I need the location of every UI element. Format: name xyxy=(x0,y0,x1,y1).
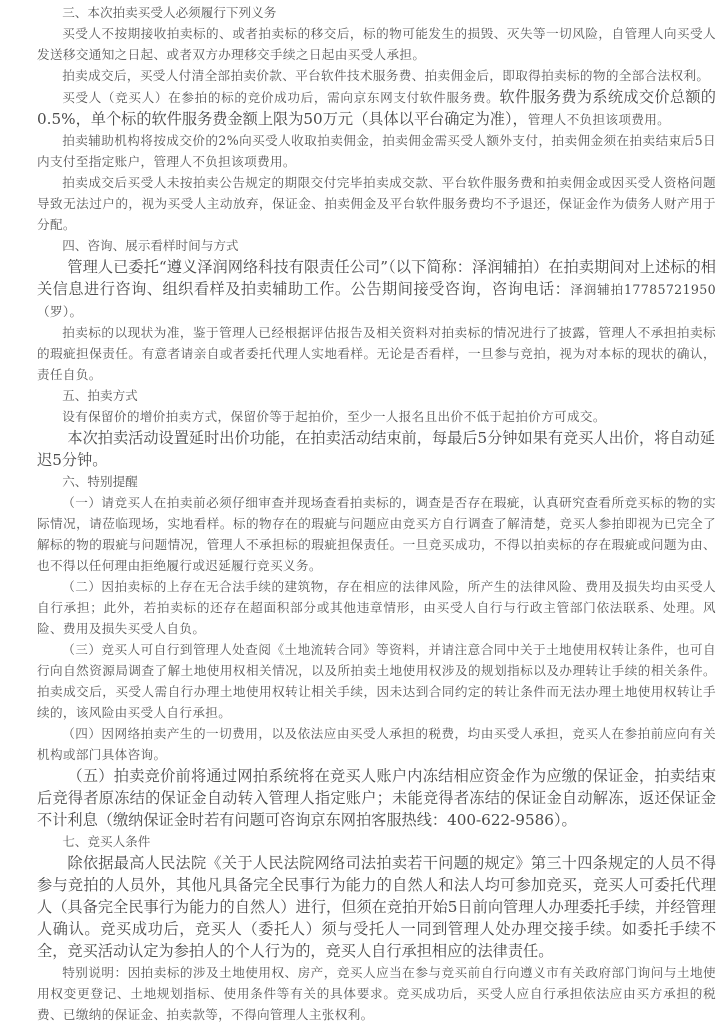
section-heading-bidder-conditions: 七、竞买人条件 xyxy=(62,834,151,849)
paragraph-rights-acquisition: 拍卖成交后，买受人付清全部拍卖价款、平台软件技术服务费、拍卖佣金后，即取得拍卖标的物的全部合法权利。 xyxy=(62,68,710,83)
reminder-item-4: （四）因网络拍卖产生的一切费用，以及依法应由买受人承担的税费，均由买受人承担，竞买人在参拍前应向有关机构或部门具体咨询。 xyxy=(37,726,716,762)
consultation-phone: 泽润辅拍17785721950（罗）。 xyxy=(37,282,716,319)
consultation-entrust: 管理人已委托“遵义泽润网络科技有限责任公司”（以下简称：泽润辅拍）在拍卖期间对上述标的相关信息进行咨询、组织看样及拍卖辅助工作。公告期间接受咨询，咨询电话： xyxy=(37,258,716,298)
paragraph-time-extension: 本次拍卖活动设置延时出价功能，在拍卖活动结束前，每最后5分钟如果有竞买人出价，将自动延迟5分钟。 xyxy=(37,429,715,469)
software-fee-terms: 软件服务费为系统成交价总额的0.5%，单个标的软件服务费金额上限为50万元（具体以平台确定为准）， xyxy=(37,88,716,128)
paragraph-special-note: 特别说明：因拍卖标的涉及土地使用权、房产，竞买人应当在参与竞买前自行向遵义市有关政府部门询问与土地使用权变更登记、土地规划指标、使用条件等有关的具体要求。竞买成功后，买受人应自行承担依法应由买方承担的税费、已缴纳的保证金、拍卖款等，不得向管理人主张权利。 xyxy=(37,965,716,1022)
section-heading-obligations: 三、本次拍卖买受人必须履行下列义务 xyxy=(62,5,277,20)
paragraph-consultation-contact xyxy=(37,256,716,322)
paragraph-default-consequence: 拍卖成交后买受人未按拍卖公告规定的期限交付完毕拍卖成交款、平台软件服务费和拍卖佣金或因买受人资格问题导致无法过户的，视为买受人主动放弃，保证金、拍卖佣金及平台软件服务费均不予退还，保证金作为债务人财产用于分配。 xyxy=(37,175,716,232)
paragraph-risk-transfer: 买受人不按期接收拍卖标的、或者拍卖标的移交后，标的物可能发生的损毁、灭失等一切风险，自管理人向买受人发送移交通知之日起、或者双方办理移交手续之日起由买受人承担。 xyxy=(37,26,716,62)
section-heading-consultation: 四、咨询、展示看样时间与方式 xyxy=(62,238,239,253)
software-fee-intro: 买受人（竞买人）在参拍的标的竞价成功后，需向京东网支付软件服务费。 xyxy=(62,90,500,105)
paragraph-as-is-condition: 拍卖标的以现状为准，鉴于管理人已经根据评估报告及相关资料对拍卖标的情况进行了披露，管理人不承担拍卖标的瑕疵担保责任。有意者请亲自或者委托代理人实地看样。无论是否看样，一旦参与竞拍，视为对本标的现状的确认，责任自负。 xyxy=(37,325,716,382)
reminder-item-3: （三）竞买人可自行到管理人处查阅《土地流转合同》等资料，并请注意合同中关于土地使用权转让条件，也可自行向自然资源局调查了解土地使用权相关情况，以及所拍卖土地使用权涉及的规划指标以及办理转让手续的相关条件。拍卖成交后，买受人需自行办理土地使用权转让相关手续，因未达到合同约定的转让条件而无法办理土地使用权转让手续的，该风险由买受人自行承担。 xyxy=(37,642,716,720)
section-heading-special-reminders: 六、特别提醒 xyxy=(62,474,138,489)
paragraph-bidder-eligibility: 除依据最高人民法院《关于人民法院网络司法拍卖若干问题的规定》第三十四条规定的人员不得参与竞拍的人员外，其他凡具备完全民事行为能力的自然人和法人均可参加竞买，竞买人可委托代理人（具备完全民事行为能力的自然人）进行，但须在竞拍开始5日前向管理人办理委托手续，并经管理人确认。竞买成功后，竞买人（委托人）须与受托人一同到管理人处办理交接手续。如委托手续不全，竞买活动认定为参拍人的个人行为的，竞买人自行承担相应的法律责任。 xyxy=(37,854,716,960)
reminder-item-1: （一）请竞买人在拍卖前必须仔细审查并现场查看拍卖标的，调查是否存在瑕疵，认真研究查看所竞买标的物的实际情况，请莅临现场，实地看样。标的物存在的瑕疵与问题应由竞买方自行调查了解清楚，竞买人参拍即视为已完全了解标的物的瑕疵与问题情况，管理人不承担标的瑕疵担保责任。一旦竞买成功，不得以拍卖标的存在瑕疵或问题为由、也不得以任何理由拒绝履行或迟延履行竞买义务。 xyxy=(37,495,716,573)
reminder-item-2: （二）因拍卖标的上存在无合法手续的建筑物，存在相应的法律风险，所产生的法律风险、费用及损失均由买受人自行承担；此外，若拍卖标的还存在超面积部分或其他违章情形，由买受人自行与行政主管部门依法联系、处理。风险、费用及损失买受人自负。 xyxy=(37,579,716,636)
paragraph-commission: 拍卖辅助机构将按成交价的2%向买受人收取拍卖佣金，拍卖佣金需买受人额外支付，拍卖佣金须在拍卖结束后5日内支付至指定账户，管理人不负担该项费用。 xyxy=(37,133,716,169)
section-heading-auction-method: 五、拍卖方式 xyxy=(62,388,138,403)
paragraph-software-fee xyxy=(37,86,716,130)
paragraph-reserve-price: 设有保留价的增价拍卖方式，保留价等于起拍价，至少一人报名且出价不低于起拍价方可成交。 xyxy=(62,409,606,424)
software-fee-note: 管理人不负担该项费用。 xyxy=(527,112,671,127)
reminder-item-5: （五）拍卖竞价前将通过网拍系统将在竞买人账户内冻结相应资金作为应缴的保证金，拍卖结束后竞得者原冻结的保证金自动转入管理人指定账户；未能竞得者冻结的保证金自动解冻，返还保证金不计利息（缴纳保证金时若有问题可咨询京东网拍客服热线：400-622-9586）。 xyxy=(37,767,716,829)
